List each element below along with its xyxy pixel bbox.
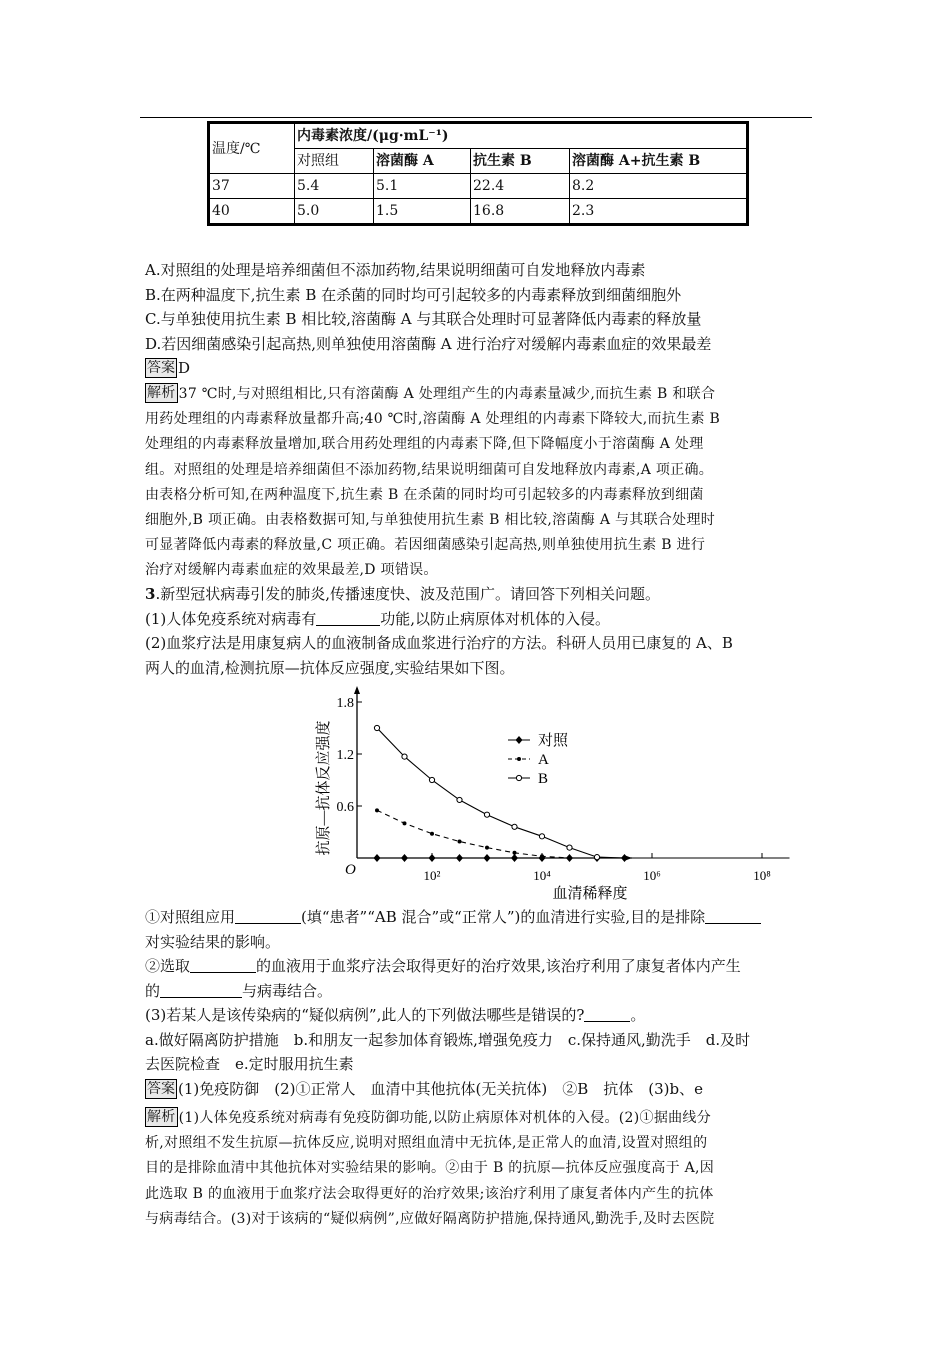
point-dot [568,856,572,860]
point-open-circle [429,777,434,782]
q3-sub1: ①对照组应用 (填“患者”“AB 混合”或“正常人”)的血清进行实验,目的是排除 [145,905,813,930]
question-3-analysis [145,1106,813,1232]
table-cell: 5.0 [295,199,374,225]
point-open-circle [539,834,544,839]
point-diamond [374,854,381,862]
answer-line [145,1077,813,1102]
answer-line [145,356,813,381]
analysis-line: 可显著降低内毒素的释放量,C 项正确。若因细菌感染引起高热,则单独使用抗生素 B 进行 [145,537,706,554]
analysis-line: 解析 (1)人体免疫系统对病毒有免疫防御功能,以防止病原体对机体的入侵。(2)①据曲线分 [147,1109,712,1126]
point-open-circle [484,812,489,817]
point-open-circle [402,754,407,759]
point-diamond [429,854,436,862]
analysis-line: 与病毒结合。(3)对于该病的“疑似病例”,应做好隔离防护措施,保持通风,勤洗手,及时去医院 [145,1210,715,1227]
q3-sub2-cont: 的 与病毒结合。 [145,981,333,1000]
legend-label: B [538,771,549,787]
q3-part1: (1)人体免疫系统对病毒有 功能,以防止病原体对机体的入侵。 [145,609,611,628]
table-cell: 2.3 [570,199,748,225]
answer-text: D [178,359,191,377]
point-open-circle [567,845,572,850]
point-diamond [401,854,408,862]
legend-marker [517,757,521,761]
table-cell: 40 [209,199,295,225]
point-diamond [456,854,463,862]
x-tick-label: 10⁸ [753,868,771,883]
table-col-header: 对照组 [295,149,374,174]
x-tick-label: 10⁴ [533,868,551,883]
q3-sub1-cont: 对实验结果的影响。 [145,932,281,951]
table-cell: 8.2 [570,174,748,199]
analysis-line: 目的是排除血清中其他抗体对实验结果的影响。②由于 B 的抗原—抗体反应强度高于 A,因 [145,1160,715,1177]
series-line-A [377,810,790,858]
point-dot [485,846,489,850]
answer-blank[interactable] [316,609,380,626]
table-col-header: 抗生素 B [471,149,570,174]
question-2-options [145,258,813,381]
point-dot [403,821,407,825]
point-diamond [511,854,518,862]
legend-label: A [538,752,549,768]
answer-tag: 答案 [147,1080,175,1097]
answer-blank[interactable] [160,981,242,998]
q3-stem: 3.新型冠状病毒引发的肺炎,传播速度快、波及范围广。请回答下列相关问题。 [145,585,660,603]
endotoxin-table [207,121,749,226]
q3-options: 去医院检查 e.定时服用抗生素 [145,1055,354,1073]
y-axis-arrow [354,686,360,694]
analysis-line: 解析 37 ℃时,与对照组相比,只有溶菌酶 A 处理组产生的内毒素量减少,而抗生素 B 和联合 [147,385,716,402]
table-row [209,174,748,199]
table-col-header: 溶菌酶 A [374,149,471,174]
analysis-line: 由表格分析可知,在两种温度下,抗生素 B 在杀菌的同时均可引起较多的内毒素释放到细菌 [145,486,704,503]
top-rule [140,117,812,118]
q3-part2: (2)血浆疗法是用康复病人的血液制备成血浆进行治疗的方法。科研人员用已康复的 A、B [145,634,733,652]
legend-label: 对照 [538,733,569,749]
analysis-line: 析,对照组不发生抗原—抗体反应,说明对照组血清中无抗体,是正常人的血清,设置对照组的 [145,1135,708,1152]
legend-marker [516,775,521,780]
point-dot [513,851,517,855]
option-d: D.若因细菌感染引起高热,则单独使用溶菌酶 A 进行治疗对缓解内毒素血症的效果最差 [145,334,712,353]
answer-blank[interactable] [705,907,761,924]
origin-label: O [345,862,356,878]
x-tick-label: 10² [423,868,441,883]
table-row [209,199,748,225]
option-a: A.对照组的处理是培养细菌但不添加药物,结果说明细菌可自发地释放内毒素 [145,261,646,279]
x-axis-label: 血清稀释度 [552,886,628,902]
table-header-concentration: 内毒素浓度/(μg·mL⁻¹) [295,123,748,149]
question-2-analysis [145,382,813,584]
point-open-circle [594,855,599,860]
table-cell: 22.4 [471,174,570,199]
table-col-header: 溶菌酶 A+抗生素 B [570,149,748,174]
point-open-circle [457,797,462,802]
point-open-circle [374,725,379,730]
analysis-tag: 解析 [147,1109,176,1125]
point-dot [375,808,379,812]
point-dot [540,854,544,858]
table-header-temperature: 温度/℃ [209,123,295,174]
analysis-line: 处理组的内毒素释放量增加,联合用药处理组的内毒素下降,但下降幅度小于溶菌酶 A 处理 [145,436,704,453]
series-line-B [377,728,790,858]
question-3-subparts [145,905,813,1101]
answer-tag: 答案 [147,360,175,376]
option-b: B.在两种温度下,抗生素 B 在杀菌的同时均可引起较多的内毒素释放到细菌细胞外 [145,285,682,304]
answer-blank[interactable] [235,907,301,924]
analysis-line: 用药处理组的内毒素释放量都升高;40 ℃时,溶菌酶 A 处理组的内毒素下降较大,而抗生素 B [145,411,721,428]
table-cell: 5.4 [295,174,374,199]
y-axis-label: 抗原—抗体反应强度 [316,720,332,856]
answer-text: (1)免疫防御 (2)①正常人 血清中其他抗体(无关抗体) ②B 抗体 (3)b、e [178,1079,703,1098]
point-diamond [484,854,491,862]
point-dot [458,840,462,844]
q3-options: a.做好隔离防护措施 b.和朋友一起参加体育锻炼,增强免疫力 c.保持通风,勤洗手 d.及时 [145,1030,751,1049]
question-3 [145,582,813,680]
table-cell: 5.1 [374,174,471,199]
point-open-circle [512,824,517,829]
analysis-tag: 解析 [147,385,176,401]
x-tick-label: 10⁶ [643,868,661,883]
legend-marker [516,736,523,744]
analysis-line: 此选取 B 的血液用于血浆疗法会取得更好的治疗效果;该治疗利用了康复者体内产生的抗体 [145,1185,714,1202]
answer-blank[interactable] [190,956,256,973]
q3-part2: 两人的血清,检测抗原—抗体反应强度,实验结果如下图。 [145,658,515,677]
q3-sub2: ②选取 的血液用于血浆疗法会取得更好的治疗效果,该治疗利用了康复者体内产生 [145,957,741,975]
point-dot [430,832,434,836]
table-cell: 16.8 [471,199,570,225]
option-c: C.与单独使用抗生素 B 相比较,溶菌酶 A 与其联合处理时可显著降低内毒素的释放量 [145,310,702,328]
table-cell: 1.5 [374,199,471,225]
y-tick-label: 1.8 [336,696,354,711]
q3-part3: (3)若某人是该传染病的“疑似病例”,此人的下列做法哪些是错误的? 。 [145,1006,646,1024]
y-tick-label: 0.6 [336,800,354,815]
analysis-line: 细胞外,B 项正确。由表格数据可知,与单独使用抗生素 B 相比较,溶菌酶 A 与其联合处理时 [145,511,716,528]
table-cell: 37 [209,174,295,199]
analysis-line: 治疗对缓解内毒素血症的效果最差,D 项错误。 [145,562,438,579]
antigen-antibody-chart [300,682,771,904]
y-tick-label: 1.2 [336,748,354,763]
answer-blank[interactable] [584,1005,630,1022]
analysis-line: 组。对照组的处理是培养细菌但不添加药物,结果说明细菌可自发地释放内毒素,A 项正确。 [145,461,714,478]
